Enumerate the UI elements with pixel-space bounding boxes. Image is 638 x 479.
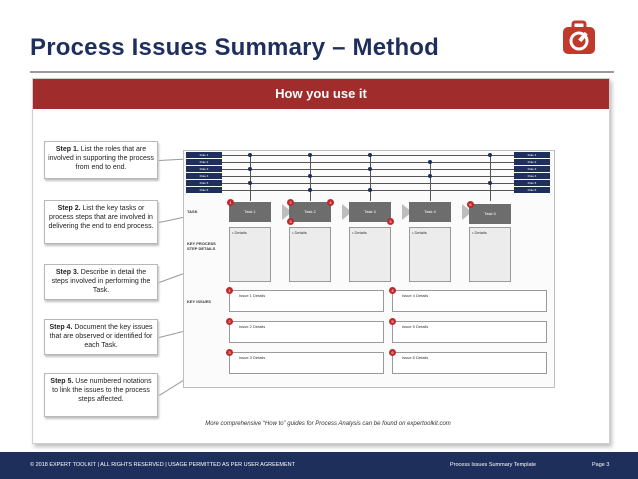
role-dot [488, 181, 492, 185]
issue-box-4: Issue 4 Details [392, 290, 547, 312]
method-panel [32, 78, 610, 444]
role-dot [248, 181, 252, 185]
details-box-1: • Details [229, 227, 271, 282]
role-dot [308, 153, 312, 157]
title-divider [30, 71, 614, 73]
role-dot [248, 167, 252, 171]
key-process-label: KEY PROCESS STEP DETAILS [187, 241, 216, 251]
step-5-box [44, 373, 158, 417]
role-left-5: Role 5 [186, 180, 222, 186]
task-box-1: Task 1 [229, 202, 271, 222]
guide-caption: More comprehensive “How to” guides for Process Analysis can be found on expertoolkit.com [205, 421, 451, 427]
role-dot [488, 153, 492, 157]
footer-template-name: Process Issues Summary Template [450, 462, 537, 468]
toolkit-case-icon [561, 20, 597, 56]
task-badge: 4 [327, 199, 334, 206]
step-3-number: Step 3. [55, 269, 79, 276]
task-connector [430, 162, 431, 201]
step-4-box [44, 319, 158, 355]
step-1-number: Step 1. [55, 146, 79, 153]
step-2-number: Step 2. [57, 205, 81, 212]
step-1-text: List the roles that are involved in supporting the process from end to end. [48, 146, 154, 171]
issue-badge: 5 [389, 318, 396, 325]
issue-badge: 2 [226, 318, 233, 325]
step-5-text: Use numbered notations to link the issues to the process steps affected. [52, 378, 152, 403]
role-left-3: Role 3 [186, 166, 222, 172]
task-badge: 3 [287, 218, 294, 225]
details-box-3: • Details [349, 227, 391, 282]
task-box-4: Task 4 [409, 202, 451, 222]
page-title: Process Issues Summary – Method [30, 34, 440, 61]
role-dot [308, 188, 312, 192]
task-badge: 5 [387, 218, 394, 225]
step-3-text: Describe in detail the steps involved in performing the Task. [51, 269, 151, 294]
role-dot [428, 160, 432, 164]
task-box-5: Task 5 [469, 204, 511, 224]
issue-box-5: Issue 5 Details [392, 321, 547, 343]
task-connector [370, 155, 371, 201]
step-5-number: Step 5. [50, 378, 74, 385]
details-box-5: • Details [469, 227, 511, 282]
task-row-label: TASK [187, 209, 198, 214]
role-line [222, 176, 514, 177]
issue-box-3: Issue 3 Details [229, 352, 384, 374]
role-right-3: Role 3 [514, 166, 550, 172]
step-2-text: List the key tasks or process steps that are involved in delivering the end to end process. [48, 205, 154, 230]
issue-box-1: Issue 1 Details [229, 290, 384, 312]
panel-banner: How you use it [33, 79, 609, 109]
role-dot [248, 153, 252, 157]
details-box-2: • Details [289, 227, 331, 282]
step-1-box [44, 141, 158, 179]
role-left-6: Role 6 [186, 187, 222, 193]
role-right-4: Role 4 [514, 173, 550, 179]
role-dot [308, 174, 312, 178]
role-right-5: Role 5 [514, 180, 550, 186]
role-line [222, 162, 514, 163]
role-left-2: Role 2 [186, 159, 222, 165]
role-dot [428, 174, 432, 178]
role-right-6: Role 6 [514, 187, 550, 193]
step-4-text: Document the key issues that are observed or identified for each Task. [49, 324, 153, 349]
issue-box-6: Issue 6 Details [392, 352, 547, 374]
issue-badge: 3 [226, 349, 233, 356]
footer-copyright: © 2018 EXPERT TOOLKIT | ALL RIGHTS RESERVED | USAGE PERMITTED AS PER USER AGREEMENT [30, 462, 295, 468]
task-badge: 6 [467, 201, 474, 208]
issue-badge: 6 [389, 349, 396, 356]
role-right-1: Role 1 [514, 152, 550, 158]
role-right-2: Role 2 [514, 159, 550, 165]
role-dot [368, 153, 372, 157]
footer-page-number: Page 3 [592, 462, 610, 468]
role-left-4: Role 4 [186, 173, 222, 179]
role-left-1: Role 1 [186, 152, 222, 158]
role-dot [368, 188, 372, 192]
key-issues-label: KEY ISSUES [187, 299, 211, 304]
task-badge: 1 [227, 199, 234, 206]
task-box-2: Task 2 [289, 202, 331, 222]
role-line [222, 183, 514, 184]
issue-badge: 4 [389, 287, 396, 294]
details-box-4: • Details [409, 227, 451, 282]
footer-bar [0, 452, 638, 479]
task-badge: 2 [287, 199, 294, 206]
task-connector [310, 155, 311, 201]
role-dot [368, 167, 372, 171]
task-box-3: Task 3 [349, 202, 391, 222]
step-4-number: Step 4. [49, 324, 73, 331]
task-connector [250, 155, 251, 201]
issue-box-2: Issue 2 Details [229, 321, 384, 343]
step-2-box [44, 200, 158, 244]
issue-badge: 1 [226, 287, 233, 294]
process-diagram [183, 150, 555, 388]
task-connector [490, 155, 491, 201]
step-3-box [44, 264, 158, 300]
